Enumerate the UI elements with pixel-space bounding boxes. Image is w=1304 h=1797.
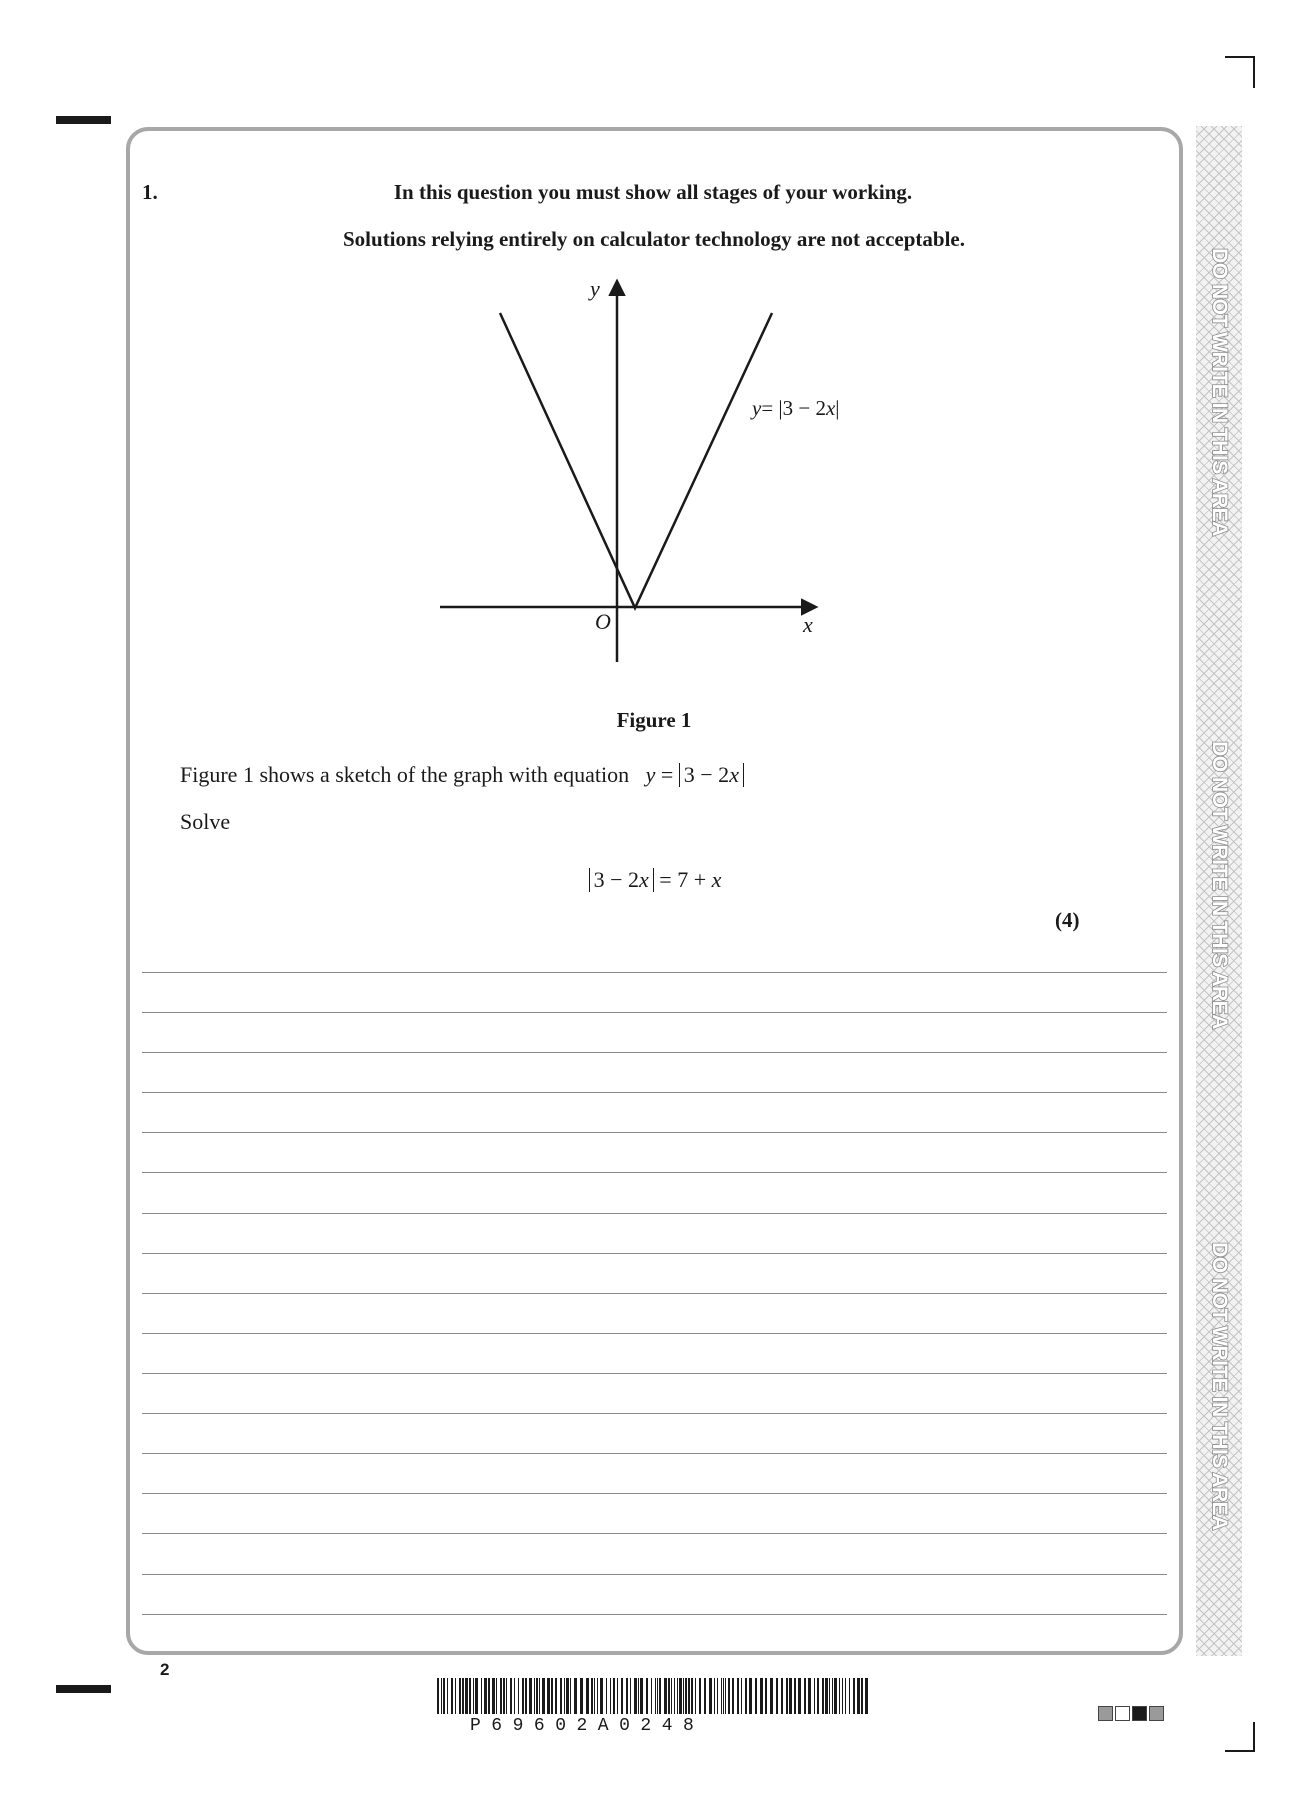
barcode-bar <box>723 1678 724 1714</box>
barcode-bar <box>725 1678 726 1714</box>
barcode-bar <box>496 1678 497 1714</box>
barcode-bar <box>770 1678 773 1714</box>
barcode-bar <box>525 1678 527 1714</box>
answer-line[interactable] <box>142 1052 1167 1053</box>
barcode-bar <box>475 1678 478 1714</box>
barcode-bar <box>845 1678 846 1714</box>
page-number: 2 <box>160 1660 170 1679</box>
barcode-bar <box>510 1678 512 1714</box>
barcode-bar <box>621 1678 623 1714</box>
barcode-bar <box>606 1678 607 1714</box>
barcode-bar <box>514 1678 515 1714</box>
answer-line[interactable] <box>142 1493 1167 1494</box>
crop-mark-bottom-right-vertical <box>1253 1722 1255 1752</box>
barcode-bar <box>473 1678 474 1714</box>
answer-line[interactable] <box>142 1333 1167 1334</box>
answer-line[interactable] <box>142 1614 1167 1615</box>
answer-line[interactable] <box>142 1373 1167 1374</box>
instruction-show-working: In this question you must show all stages of your working. <box>393 180 913 204</box>
answer-line[interactable] <box>142 1132 1167 1133</box>
barcode-bar <box>488 1678 490 1714</box>
registration-square-black <box>1132 1706 1147 1721</box>
barcode-bar <box>659 1678 661 1714</box>
barcode-bar <box>459 1678 461 1714</box>
barcode-bar <box>829 1678 830 1714</box>
x-axis-label: x <box>803 612 813 637</box>
barcode-bar <box>651 1678 652 1714</box>
barcode-bar <box>749 1678 752 1714</box>
equation-to-solve: 3 − 2x = 7 + x <box>0 867 1304 893</box>
answer-line[interactable] <box>142 1574 1167 1575</box>
barcode-bar <box>555 1678 557 1714</box>
barcode-bar <box>849 1678 850 1714</box>
barcode-bar <box>626 1678 628 1714</box>
crop-mark-top-right-vertical <box>1253 56 1255 88</box>
barcode-bar <box>794 1678 796 1714</box>
barcode-bar <box>755 1678 757 1714</box>
barcode-bar <box>560 1678 562 1714</box>
barcode-bar <box>481 1678 482 1714</box>
barcode-bar <box>566 1678 569 1714</box>
barcode-bar <box>564 1678 565 1714</box>
do-not-write-notice-bottom: DO NOT WRITE IN THIS AREA <box>1208 1242 1231 1530</box>
figure-caption: Figure 1 <box>616 708 692 732</box>
barcode-bar <box>714 1678 715 1714</box>
barcode-bar <box>776 1678 778 1714</box>
barcode-bar <box>534 1678 535 1714</box>
barcode-bar <box>717 1678 718 1714</box>
answer-line[interactable] <box>142 1533 1167 1534</box>
barcode-bar <box>570 1678 571 1714</box>
barcode-bar <box>699 1678 701 1714</box>
barcode-bar <box>443 1678 445 1714</box>
barcode-bar <box>630 1678 631 1714</box>
barcode-bar <box>469 1678 471 1714</box>
barcode-bar <box>741 1678 742 1714</box>
barcode-bar <box>825 1678 828 1714</box>
barcode-bar <box>536 1678 538 1714</box>
barcode-bar <box>574 1678 577 1714</box>
barcode-bar <box>668 1678 670 1714</box>
barcode-bar <box>617 1678 618 1714</box>
registration-square-white <box>1115 1706 1130 1721</box>
barcode-bar <box>760 1678 763 1714</box>
barcode-bar <box>853 1678 855 1714</box>
barcode-bar <box>437 1678 439 1714</box>
barcode-bar <box>634 1678 637 1714</box>
barcode-bar <box>638 1678 639 1714</box>
barcode-bar <box>529 1678 532 1714</box>
barcode-bar <box>594 1678 595 1714</box>
barcode-bar <box>542 1678 545 1714</box>
marks-available: (4) <box>1055 908 1080 932</box>
barcode-bar <box>822 1678 824 1714</box>
barcode-bar <box>704 1678 706 1714</box>
answer-line[interactable] <box>142 1092 1167 1093</box>
answer-line[interactable] <box>142 1012 1167 1013</box>
barcode-bar <box>721 1678 722 1714</box>
barcode-bar <box>732 1678 734 1714</box>
barcode-bar <box>465 1678 468 1714</box>
barcode-bar <box>674 1678 675 1714</box>
origin-label: O <box>595 609 611 634</box>
answer-line[interactable] <box>142 1453 1167 1454</box>
barcode-bar <box>786 1678 788 1714</box>
barcode-bar <box>677 1678 678 1714</box>
barcode-bar <box>679 1678 682 1714</box>
barcode-bar <box>646 1678 648 1714</box>
barcode <box>437 1678 877 1718</box>
barcode-bar <box>834 1678 837 1714</box>
barcode-bar <box>728 1678 730 1714</box>
answer-line[interactable] <box>142 1293 1167 1294</box>
barcode-bar <box>861 1678 863 1714</box>
barcode-bar <box>832 1678 833 1714</box>
barcode-bar <box>808 1678 811 1714</box>
barcode-bar <box>737 1678 739 1714</box>
graph-curve <box>500 313 772 608</box>
barcode-bar <box>839 1678 840 1714</box>
instruction-no-calculator: Solutions relying entirely on calculator technology are not acceptable. <box>343 227 965 251</box>
colour-registration-squares <box>1098 1706 1164 1721</box>
curve-label: y= |3 − 2x| <box>752 396 840 420</box>
barcode-bar <box>691 1678 693 1714</box>
barcode-bar <box>580 1678 583 1714</box>
barcode-bar <box>817 1678 819 1714</box>
do-not-write-notice-middle: DO NOT WRITE IN THIS AREA <box>1208 741 1231 1029</box>
barcode-bar <box>547 1678 550 1714</box>
barcode-bar <box>765 1678 767 1714</box>
barcode-bar <box>671 1678 672 1714</box>
margin-bar-bottom <box>56 1685 111 1693</box>
barcode-bar <box>447 1678 448 1714</box>
question-text-solve: Solve <box>180 809 231 834</box>
barcode-bar <box>842 1678 843 1714</box>
barcode-bar <box>688 1678 690 1714</box>
answer-line[interactable] <box>142 1172 1167 1173</box>
answer-line[interactable] <box>142 1413 1167 1414</box>
barcode-bar <box>610 1678 611 1714</box>
figure-1-graph <box>420 270 840 670</box>
barcode-bar <box>857 1678 860 1714</box>
barcode-number: P69602A0248 <box>470 1716 705 1736</box>
barcode-bar <box>484 1678 487 1714</box>
barcode-bar <box>451 1678 453 1714</box>
barcode-bar <box>640 1678 643 1714</box>
barcode-bar <box>657 1678 658 1714</box>
barcode-bar <box>664 1678 667 1714</box>
registration-square-grey <box>1149 1706 1164 1721</box>
margin-bar-top <box>56 116 111 124</box>
question-number: 1. <box>142 180 158 204</box>
barcode-bar <box>503 1678 505 1714</box>
barcode-bar <box>781 1678 783 1714</box>
barcode-bar <box>500 1678 502 1714</box>
barcode-bar <box>551 1678 553 1714</box>
barcode-bar <box>506 1678 507 1714</box>
barcode-bar <box>655 1678 656 1714</box>
y-axis-label: y <box>590 276 600 301</box>
barcode-bar <box>539 1678 540 1714</box>
crop-mark-bottom-right <box>1225 1750 1255 1752</box>
do-not-write-notice-top: DO NOT WRITE IN THIS AREA <box>1208 248 1231 536</box>
barcode-bar <box>591 1678 593 1714</box>
barcode-bar <box>441 1678 442 1714</box>
barcode-bar <box>518 1678 519 1714</box>
barcode-bar <box>600 1678 603 1714</box>
barcode-bar <box>695 1678 696 1714</box>
barcode-bar <box>462 1678 464 1714</box>
barcode-bar <box>789 1678 792 1714</box>
barcode-bar <box>492 1678 495 1714</box>
registration-square-grey <box>1098 1706 1113 1721</box>
barcode-bar <box>865 1678 868 1714</box>
question-text-line-1: Figure 1 shows a sketch of the graph with equation y = 3 − 2x <box>180 762 744 788</box>
barcode-bar <box>798 1678 801 1714</box>
barcode-bar <box>814 1678 815 1714</box>
barcode-bar <box>613 1678 615 1714</box>
answer-line[interactable] <box>142 1213 1167 1214</box>
barcode-bar <box>586 1678 589 1714</box>
barcode-bar <box>455 1678 456 1714</box>
answer-line[interactable] <box>142 1253 1167 1254</box>
barcode-bar <box>597 1678 598 1714</box>
barcode-bar <box>709 1678 712 1714</box>
answer-line[interactable] <box>142 972 1167 973</box>
barcode-bar <box>804 1678 806 1714</box>
crop-mark-top-right <box>1225 56 1255 58</box>
barcode-bar <box>685 1678 687 1714</box>
barcode-bar <box>522 1678 524 1714</box>
barcode-bar <box>745 1678 747 1714</box>
barcode-bar <box>683 1678 684 1714</box>
